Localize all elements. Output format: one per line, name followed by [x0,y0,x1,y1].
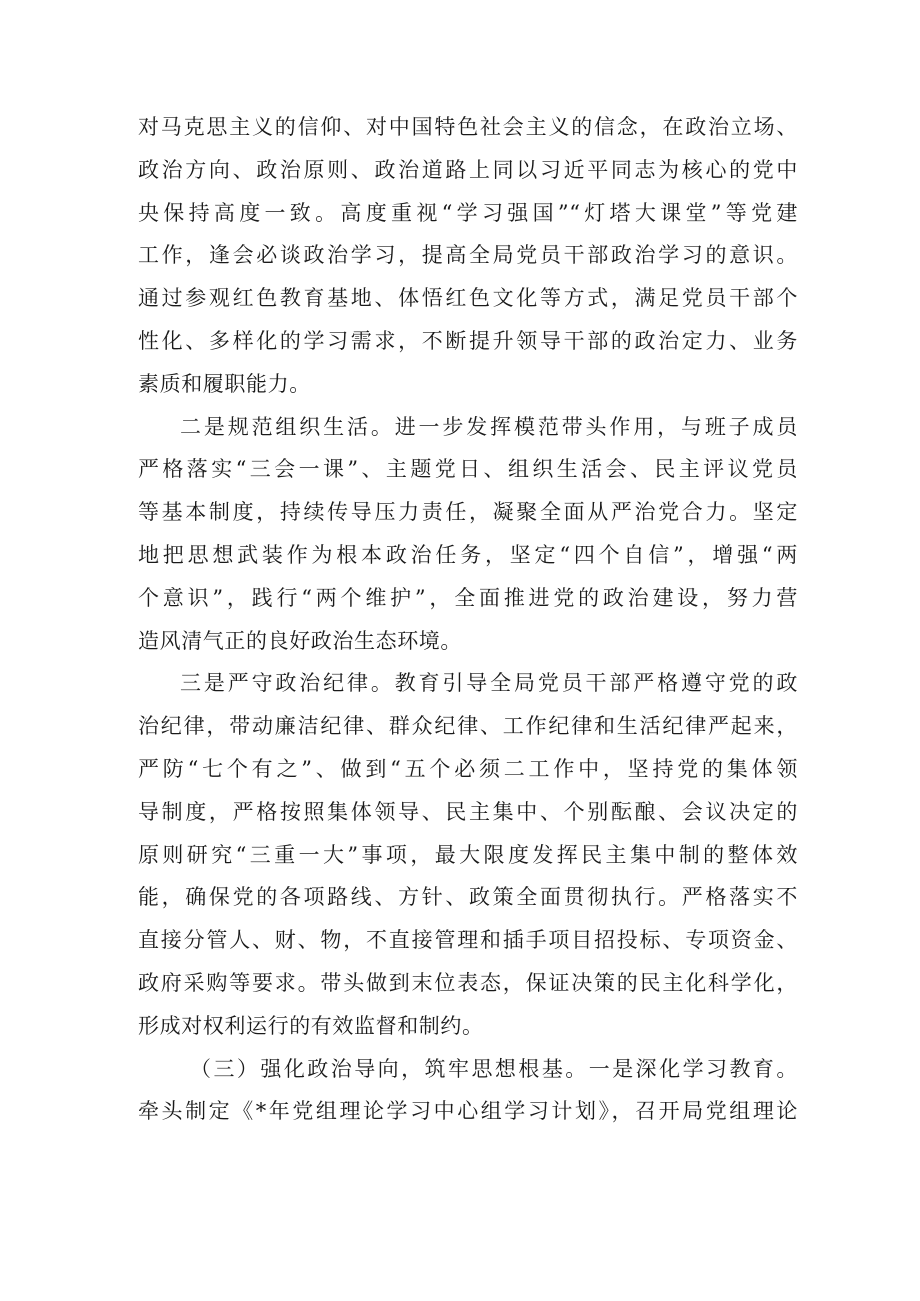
text-line: 通过参观红色教育基地、体悟红色文化等方式，满足党员干部个 [138,286,798,311]
text-line: 导制度，严格按照集体领导、民主集中、个别酝酿、会议决定的 [138,799,798,824]
paragraph-3 [138,662,798,1047]
paragraph-1 [138,106,798,406]
text-line: 形成对权利运行的有效监督和制约。 [138,1013,484,1038]
text-line: 对马克思主义的信仰、对中国特色社会主义的信念，在政治立场、 [138,115,798,139]
text-line: 牵头制定《*年党组理论学习中心组学习计划》，召开局党组理论 [138,1099,798,1124]
text-line: 工作，逢会必谈政治学习，提高全局党员干部政治学习的意识。 [138,243,798,268]
text-line: 央保持高度一致。高度重视“学习强国”“灯塔大课堂”等党建 [138,200,798,225]
paragraph-2 [138,406,798,663]
text-line: 素质和履职能力。 [138,371,311,396]
text-line: 性化、多样化的学习需求，不断提升领导干部的政治定力、业务 [138,328,798,353]
text-line: 严格落实“三会一课”、主题党日、组织生活会、民主评议党员 [138,457,798,482]
text-line: 能，确保党的各项路线、方针、政策全面贯彻执行。严格落实不 [138,885,798,910]
text-line: 原则研究“三重一大”事项，最大限度发挥民主集中制的整体效 [138,842,798,867]
text-line: 地把思想武装作为根本政治任务，坚定“四个自信”，增强“两 [138,542,798,567]
text-line: 等基本制度，持续传导压力责任，凝聚全面从严治党合力。坚定 [138,500,798,525]
text-line: 二是规范组织生活。进一步发挥模范带头作用，与班子成员 [180,414,798,439]
text-line: 直接分管人、财、物，不直接管理和插手项目招投标、专项资金、 [138,928,798,953]
text-line: 政治方向、政治原则、政治道路上同以习近平同志为核心的党中 [138,157,798,182]
text-line: 政府采购等要求。带头做到末位表态，保证决策的民主化科学化， [138,970,798,995]
document-body [138,106,798,1133]
text-line: 治纪律，带动廉洁纪律、群众纪律、工作纪律和生活纪律严起来， [138,714,798,739]
text-line: （三）强化政治导向，筑牢思想根基。一是深化学习教育。 [190,1056,798,1081]
text-line: 严防“七个有之”、做到“五个必须二工作中，坚持党的集体领 [138,756,798,781]
text-line: 三是严守政治纪律。教育引导全局党员干部严格遵守党的政 [180,671,798,696]
text-line: 造风清气正的良好政治生态环境。 [138,628,462,653]
paragraph-4 [138,1048,798,1134]
text-line: 个意识”，践行“两个维护”，全面推进党的政治建设，努力营 [138,585,798,610]
